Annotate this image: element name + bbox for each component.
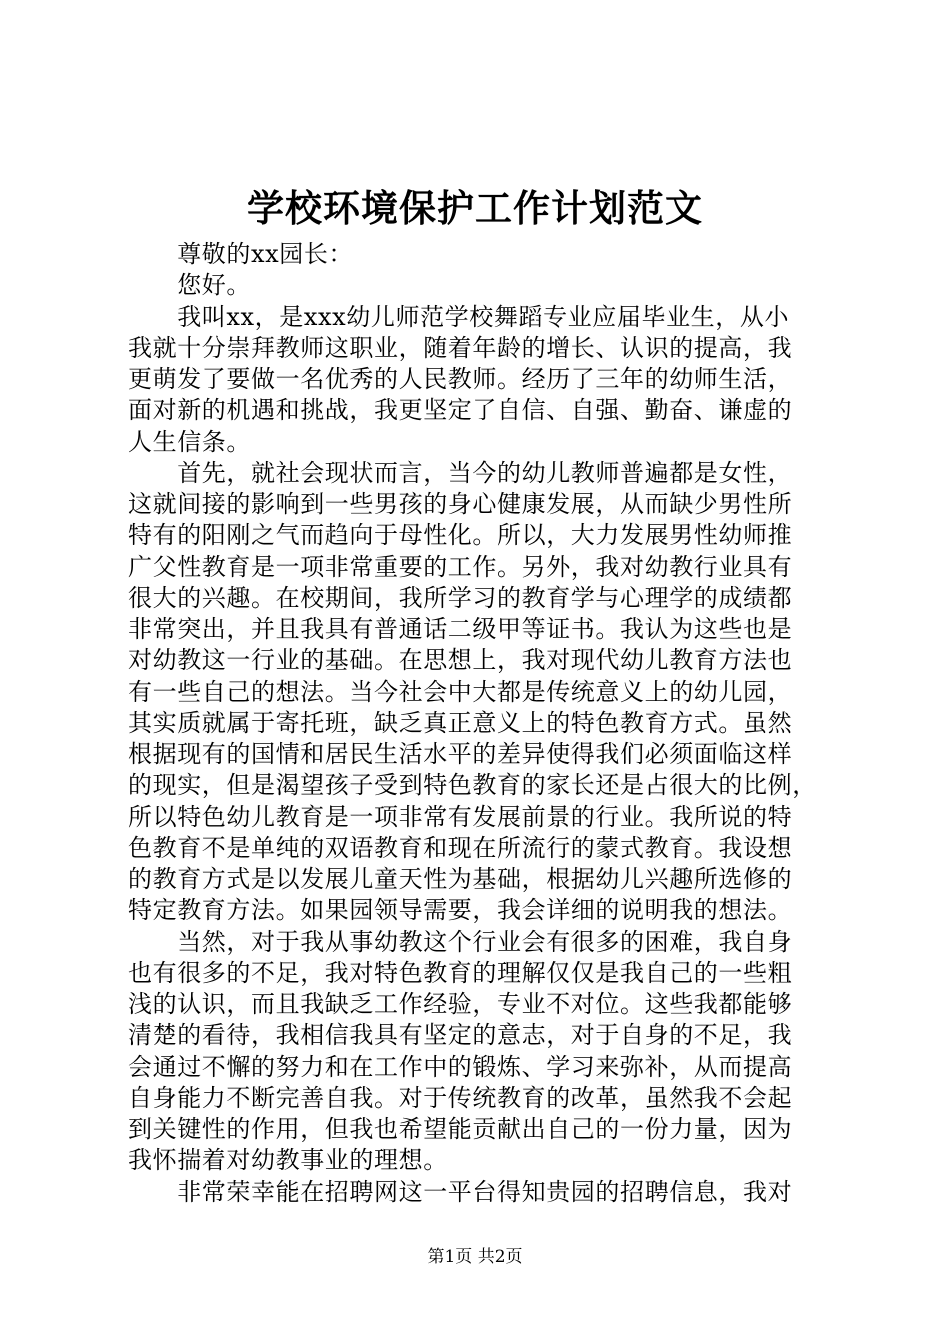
body-line: 广父性教育是一项非常重要的工作。另外，我对幼教行业具有 (128, 552, 793, 581)
body-line: 的教育方式是以发展儿童天性为基础，根据幼儿兴趣所选修的 (128, 865, 793, 893)
body-line: 您好。 (128, 271, 251, 300)
document-title: 学校环境保护工作计划范文 (247, 186, 703, 230)
body-line: 这就间接的影响到一些男孩的身心健康发展，从而缺少男性所 (128, 490, 793, 518)
body-line: 特定教育方法。如果园领导需要，我会详细的说明我的想法。 (128, 896, 793, 925)
body-line: 浅的认识，而且我缺乏工作经验，专业不对位。这些我都能够 (128, 990, 793, 1018)
body-line: 的现实，但是渴望孩子受到特色教育的家长还是占很大的比例， (128, 771, 817, 800)
body-line: 首先，就社会现状而言，当今的幼儿教师普遍都是女性， (128, 458, 793, 487)
body-line: 我就十分崇拜教师这职业，随着年龄的增长、认识的提高，我 (128, 333, 793, 362)
body-line: 所以特色幼儿教育是一项非常有发展前景的行业。我所说的特 (128, 802, 793, 831)
body-line: 也有很多的不足，我对特色教育的理解仅仅是我自己的一些粗 (128, 958, 793, 987)
body-line: 到关键性的作用，但我也希望能贡献出自己的一份力量，因为 (128, 1115, 793, 1143)
body-line: 特有的阳刚之气而趋向于母性化。所以，大力发展男性幼师推 (128, 521, 793, 550)
body-line: 根据现有的国情和居民生活水平的差异使得我们必须面临这样 (128, 740, 793, 768)
body-line: 色教育不是单纯的双语教育和现在所流行的蒙式教育。我设想 (128, 833, 793, 862)
body-line: 其实质就属于寄托班，缺乏真正意义上的特色教育方式。虽然 (128, 708, 793, 737)
document-body (128, 239, 840, 1208)
body-line: 当然，对于我从事幼教这个行业会有很多的困难，我自身 (128, 927, 793, 956)
body-line: 自身能力不断完善自我。对于传统教育的改革，虽然我不会起 (128, 1083, 793, 1112)
body-line: 会通过不懈的努力和在工作中的锻炼、学习来弥补，从而提高 (128, 1052, 793, 1081)
body-line: 很大的兴趣。在校期间，我所学习的教育学与心理学的成绩都 (128, 583, 793, 612)
body-line: 人生信条。 (128, 427, 251, 456)
body-line: 我叫xx，是xxx幼儿师范学校舞蹈专业应届毕业生，从小 (128, 302, 790, 331)
body-line: 清楚的看待，我相信我具有坚定的意志，对于自身的不足，我 (128, 1021, 793, 1050)
body-line: 尊敬的xx园长： (128, 240, 354, 268)
body-line: 非常荣幸能在招聘网这一平台得知贵园的招聘信息，我对 (128, 1177, 793, 1206)
body-line: 非常突出，并且我具有普通话二级甲等证书。我认为这些也是 (128, 615, 793, 643)
page-footer: 第1页 共2页 (427, 1247, 523, 1267)
body-line: 我怀揣着对幼教事业的理想。 (128, 1146, 448, 1175)
body-line: 对幼教这一行业的基础。在思想上，我对现代幼儿教育方法也 (128, 646, 793, 675)
body-line: 面对新的机遇和挑战，我更坚定了自信、自强、勤奋、谦虚的 (128, 396, 793, 425)
body-line: 更萌发了要做一名优秀的人民教师。经历了三年的幼师生活， (128, 365, 793, 393)
body-line: 有一些自己的想法。当今社会中大都是传统意义上的幼儿园， (128, 677, 793, 706)
